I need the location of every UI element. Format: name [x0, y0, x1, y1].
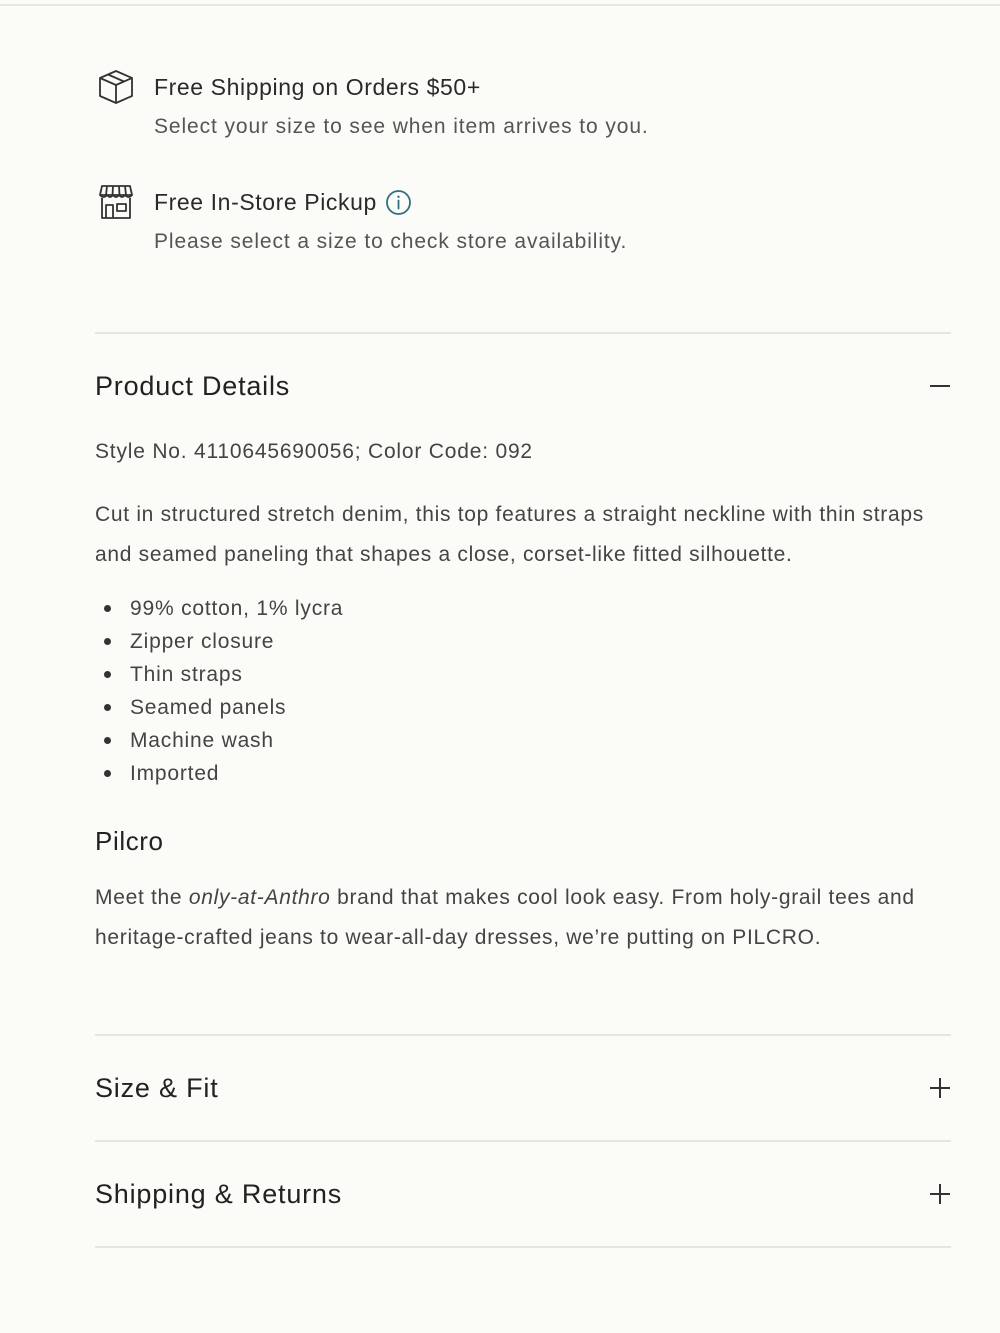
list-item: Thin straps [95, 658, 343, 691]
product-details-header[interactable] [95, 356, 951, 416]
size-fit-header[interactable] [95, 1058, 951, 1118]
shipping-returns-header[interactable] [95, 1164, 951, 1224]
list-item: Machine wash [95, 724, 343, 757]
product-description: Cut in structured stretch denim, this top features a straight neckline with thin straps and seamed paneling that shapes a close, corset-like fitted silhouette. [95, 503, 924, 566]
feature-list [95, 592, 343, 790]
list-item: 99% cotton, 1% lycra [95, 592, 343, 625]
bullet-icon [104, 770, 111, 777]
divider [95, 332, 951, 334]
brand-description: Meet the only-at-Anthro brand that makes cool look easy. From holy-grail tees and heritage-crafted jeans to wear-all-day dresses, we’re putting on PILCRO. [95, 886, 915, 949]
bullet-icon [104, 671, 111, 678]
bullet-icon [104, 605, 111, 612]
bullet-icon [104, 704, 111, 711]
pickup-subtitle: Please select a size to check store availability. [154, 230, 628, 253]
list-item: Zipper closure [95, 625, 343, 658]
product-details-title: Product Details [95, 370, 291, 401]
bullet-icon [104, 737, 111, 744]
list-item: Imported [95, 757, 343, 790]
plus-icon[interactable] [929, 1077, 951, 1099]
storefront-icon [95, 181, 137, 223]
pickup-info [95, 182, 955, 254]
divider [95, 1140, 951, 1142]
minus-icon[interactable] [929, 375, 951, 397]
shipping-returns-title: Shipping & Returns [95, 1178, 343, 1209]
top-divider [0, 4, 1000, 6]
plus-icon[interactable] [929, 1183, 951, 1205]
divider [95, 1246, 951, 1248]
style-number: Style No. 4110645690056; Color Code: 092 [95, 440, 533, 463]
pickup-title: Free In-Store Pickup [154, 188, 377, 215]
shipping-title: Free Shipping on Orders $50+ [154, 73, 481, 100]
box-icon [95, 66, 137, 108]
brand-title: Pilcro [95, 826, 164, 856]
info-icon[interactable] [385, 189, 412, 216]
list-item: Seamed panels [95, 691, 343, 724]
size-fit-title: Size & Fit [95, 1072, 219, 1103]
bullet-icon [104, 638, 111, 645]
shipping-subtitle: Select your size to see when item arrives to you. [154, 115, 649, 138]
shipping-info [95, 67, 955, 139]
divider [95, 1034, 951, 1036]
